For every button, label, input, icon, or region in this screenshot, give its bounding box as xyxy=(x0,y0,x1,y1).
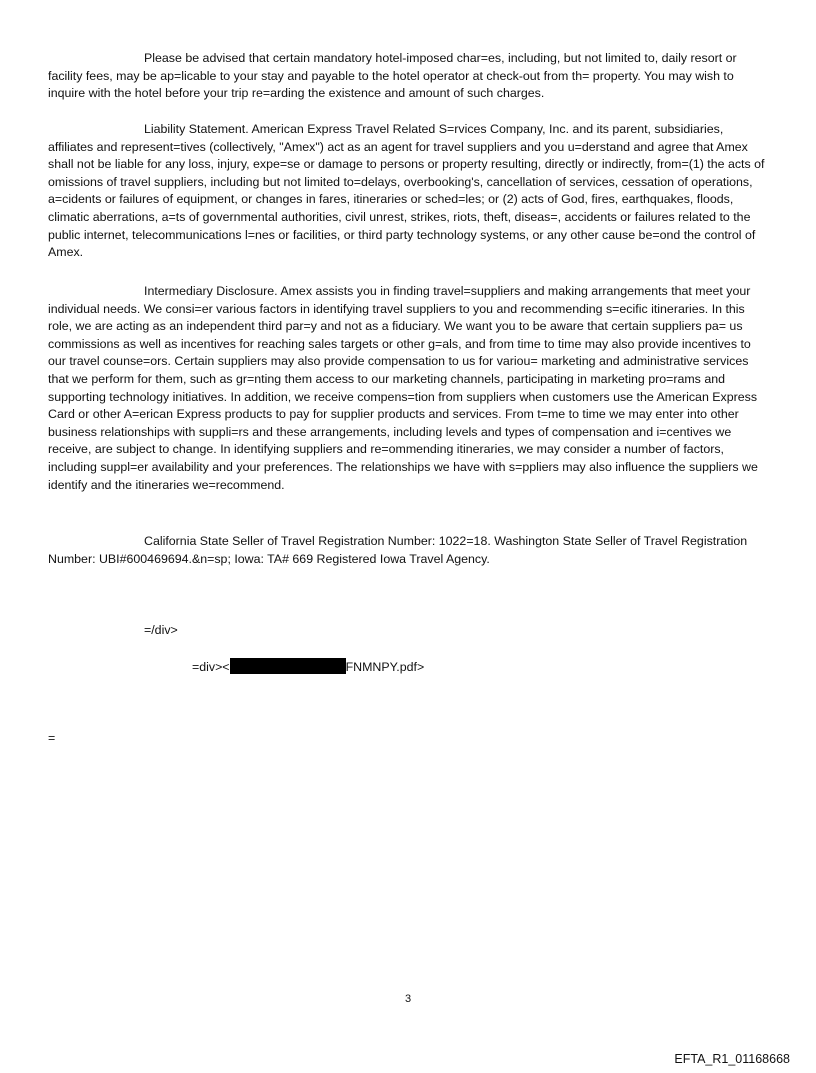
attachment-prefix: =div>< xyxy=(192,660,230,674)
liability-statement-paragraph: Liability Statement. American Express Travel Related S=rvices Company, Inc. and its parent, subsidiaries, affiliates and represent=tives (collectively, "Amex") act as an agent for travel suppliers and you u=derstand and agree that Amex shall not be liable for any loss, injury, expe=se or damage to persons or property resulting, directly or indirectly, from=(1) the acts of omissions of travel suppliers, including but not limited to=delays, overbooking's, cancellation of services, cessation of operations, a=cidents or failures of equipment, or changes in fares, itineraries or sched=les; or (2) acts of God, fires, earthquakes, floods, climatic aberrations, a=ts of governmental authorities, civil unrest, strikes, riots, theft, diseas=, accidents or failures related to the public internet, telecommunications l=nes or facilities, or third party technology systems, or any other cause be=ond the control of Amex. xyxy=(48,122,765,260)
page-number: 3 xyxy=(404,993,412,1005)
redaction-block xyxy=(230,658,346,674)
equals-line: = xyxy=(48,731,56,745)
attachment-line xyxy=(192,658,424,677)
div-close-line: =/div> xyxy=(144,623,178,637)
footer-document-id: EFTA_R1_01168668 xyxy=(674,1052,790,1066)
hotel-fees-paragraph: Please be advised that certain mandatory hotel-imposed char=es, including, but not limited to, daily resort or facility fees, may be ap=licable to your stay and payable to the hotel operator at check-out from th= property. You may wish to inquire with the hotel before your trip re=arding the existence and amount of such charges. xyxy=(48,51,737,101)
intermediary-disclosure-paragraph: Intermediary Disclosure. Amex assists you in finding travel=suppliers and making arrangements that meet your individual needs. We consi=er various factors in identifying travel suppliers to you and recommending s=ecific itineraries. In this role, we are acting as an independent third par=y and not as a fiduciary. We want you to be aware that certain suppliers pa= us commissions as well as incentives for reaching sales targets or other g=als, and from time to time may also provide incentives to our travel counse=ors. Certain suppliers may also provide compensation to us for variou= marketing and administrative services that we perform for them, such as gr=nting them access to our marketing channels, participating in marketing pro=rams and supporting technology initiatives. In addition, we receive compens=tion from suppliers when customers use the American Express Card or other A=erican Express products to pay for supplier products and services. From t=me to time we may enter into other business relationships with suppli=rs and these arrangements, including levels and types of compensation and i=centives we receive, are subject to change. In identifying suppliers and re=ommending itineraries, we may consider a number of factors, including suppl=er availability and your preferences. The relationships we have with s=ppliers may also influence the suppliers we identify and the itineraries we=recommend. xyxy=(48,284,758,492)
attachment-filename: FNMNPY.pdf> xyxy=(345,660,425,674)
registration-paragraph: California State Seller of Travel Registration Number: 1022=18. Washington State Seller of Travel Registration Number: UBI#600469694.&n=sp; Iowa: TA# 669 Registered Iowa Travel Agency. xyxy=(48,534,748,566)
